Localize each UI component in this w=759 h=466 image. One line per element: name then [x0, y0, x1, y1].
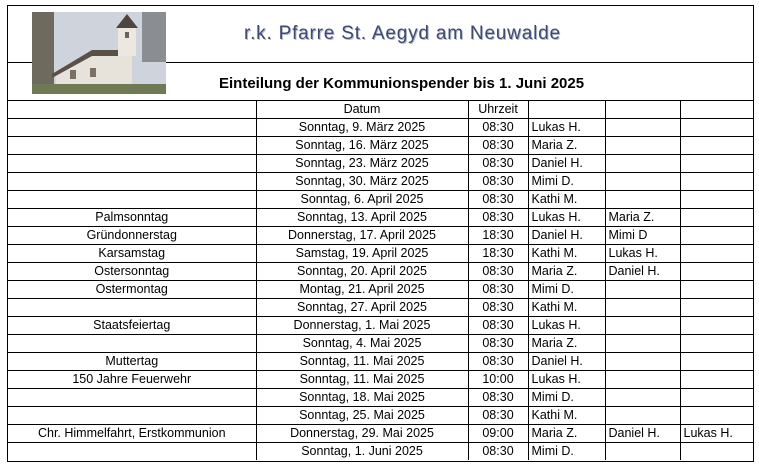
- table-row: [8, 155, 753, 173]
- table-row: [8, 335, 753, 353]
- helper-1-cell: Lukas H.: [528, 209, 605, 227]
- helper-1-cell: Mimi D.: [528, 173, 605, 191]
- helper-3-cell: [680, 281, 753, 299]
- helper-2-cell: [605, 299, 680, 317]
- table-row: [8, 191, 753, 209]
- time-cell: 08:30: [468, 209, 528, 227]
- helper-1-cell: Maria Z.: [528, 425, 605, 443]
- helper-2-cell: [605, 443, 680, 461]
- table-row: [8, 263, 753, 281]
- helper-3-cell: [680, 227, 753, 245]
- helper-1-cell: Mimi D.: [528, 281, 605, 299]
- helper-1-cell: Mimi D.: [528, 389, 605, 407]
- helper-3-cell: [680, 353, 753, 371]
- header-helper-3: [680, 101, 753, 119]
- time-cell: 08:30: [468, 281, 528, 299]
- time-cell: 08:30: [468, 173, 528, 191]
- date-cell: Donnerstag, 17. April 2025: [256, 227, 468, 245]
- table-row: [8, 227, 753, 245]
- helper-3-cell: [680, 263, 753, 281]
- helper-2-cell: Maria Z.: [605, 209, 680, 227]
- occasion-cell: Ostermontag: [8, 281, 256, 299]
- helper-3-cell: [680, 389, 753, 407]
- table-row: [8, 407, 753, 425]
- occasion-cell: Muttertag: [8, 353, 256, 371]
- date-cell: Sonntag, 16. März 2025: [256, 137, 468, 155]
- helper-3-cell: Lukas H.: [680, 425, 753, 443]
- time-cell: 08:30: [468, 407, 528, 425]
- helper-2-cell: [605, 353, 680, 371]
- header-helper-2: [605, 101, 680, 119]
- table-row: [8, 137, 753, 155]
- occasion-cell: Ostersonntag: [8, 263, 256, 281]
- occasion-cell: Karsamstag: [8, 245, 256, 263]
- helper-2-cell: [605, 137, 680, 155]
- helper-3-cell: [680, 155, 753, 173]
- time-cell: 18:30: [468, 227, 528, 245]
- helper-2-cell: [605, 389, 680, 407]
- time-cell: 09:00: [468, 425, 528, 443]
- header-datum: Datum: [256, 101, 468, 119]
- time-cell: 08:30: [468, 317, 528, 335]
- helper-2-cell: Daniel H.: [605, 425, 680, 443]
- header-occasion: [8, 101, 256, 119]
- time-cell: 18:30: [468, 245, 528, 263]
- time-cell: 08:30: [468, 335, 528, 353]
- helper-3-cell: [680, 407, 753, 425]
- helper-2-cell: [605, 317, 680, 335]
- occasion-cell: Palmsonntag: [8, 209, 256, 227]
- helper-1-cell: Kathi M.: [528, 245, 605, 263]
- occasion-cell: Chr. Himmelfahrt, Erstkommunion: [8, 425, 256, 443]
- time-cell: 10:00: [468, 371, 528, 389]
- time-cell: 08:30: [468, 389, 528, 407]
- table-row: [8, 299, 753, 317]
- date-cell: Sonntag, 27. April 2025: [256, 299, 468, 317]
- occasion-cell: [8, 335, 256, 353]
- table-row: [8, 119, 753, 137]
- occasion-cell: [8, 119, 256, 137]
- helper-3-cell: [680, 245, 753, 263]
- time-cell: 08:30: [468, 299, 528, 317]
- helper-1-cell: Lukas H.: [528, 317, 605, 335]
- helper-3-cell: [680, 119, 753, 137]
- helper-1-cell: Maria Z.: [528, 335, 605, 353]
- helper-1-cell: Kathi M.: [528, 191, 605, 209]
- time-cell: 08:30: [468, 443, 528, 461]
- table-row: [8, 371, 753, 389]
- occasion-cell: [8, 173, 256, 191]
- page-title: Einteilung der Kommunionspender bis 1. Juni 2025: [219, 75, 585, 92]
- time-cell: 08:30: [468, 263, 528, 281]
- table-header-row: [8, 101, 753, 119]
- banner: [8, 6, 753, 63]
- helper-1-cell: Daniel H.: [528, 353, 605, 371]
- table-row: [8, 245, 753, 263]
- table-row: [8, 425, 753, 443]
- helper-1-cell: Mimi D.: [528, 443, 605, 461]
- time-cell: 08:30: [468, 137, 528, 155]
- occasion-cell: Gründonnerstag: [8, 227, 256, 245]
- helper-3-cell: [680, 191, 753, 209]
- date-cell: Sonntag, 6. April 2025: [256, 191, 468, 209]
- occasion-cell: Staatsfeiertag: [8, 317, 256, 335]
- helper-1-cell: Maria Z.: [528, 137, 605, 155]
- date-cell: Sonntag, 30. März 2025: [256, 173, 468, 191]
- helper-2-cell: [605, 173, 680, 191]
- helper-1-cell: Lukas H.: [528, 371, 605, 389]
- helper-3-cell: [680, 173, 753, 191]
- date-cell: Donnerstag, 1. Mai 2025: [256, 317, 468, 335]
- helper-3-cell: [680, 299, 753, 317]
- helper-2-cell: [605, 191, 680, 209]
- occasion-cell: [8, 137, 256, 155]
- helper-2-cell: Daniel H.: [605, 263, 680, 281]
- table-row: [8, 209, 753, 227]
- helper-2-cell: [605, 371, 680, 389]
- table-row: [8, 317, 753, 335]
- helper-1-cell: Daniel H.: [528, 155, 605, 173]
- helper-2-cell: Mimi D: [605, 227, 680, 245]
- date-cell: Sonntag, 11. Mai 2025: [256, 371, 468, 389]
- table-row: [8, 353, 753, 371]
- date-cell: Sonntag, 20. April 2025: [256, 263, 468, 281]
- date-cell: Sonntag, 23. März 2025: [256, 155, 468, 173]
- occasion-cell: [8, 191, 256, 209]
- helper-3-cell: [680, 317, 753, 335]
- table-row: [8, 443, 753, 461]
- schedule-table: [8, 100, 753, 460]
- occasion-cell: [8, 443, 256, 461]
- time-cell: 08:30: [468, 191, 528, 209]
- date-cell: Sonntag, 1. Juni 2025: [256, 443, 468, 461]
- time-cell: 08:30: [468, 155, 528, 173]
- parish-name: r.k. Pfarre St. Aegyd am Neuwalde: [244, 23, 561, 44]
- date-cell: Sonntag, 18. Mai 2025: [256, 389, 468, 407]
- helper-1-cell: Maria Z.: [528, 263, 605, 281]
- table-row: [8, 281, 753, 299]
- helper-2-cell: [605, 407, 680, 425]
- date-cell: Sonntag, 25. Mai 2025: [256, 407, 468, 425]
- occasion-cell: [8, 407, 256, 425]
- header-uhrzeit: Uhrzeit: [468, 101, 528, 119]
- occasion-cell: [8, 389, 256, 407]
- time-cell: 08:30: [468, 119, 528, 137]
- helper-1-cell: Lukas H.: [528, 119, 605, 137]
- helper-2-cell: Lukas H.: [605, 245, 680, 263]
- occasion-cell: 150 Jahre Feuerwehr: [8, 371, 256, 389]
- schedule-sheet: [7, 5, 754, 462]
- helper-3-cell: [680, 371, 753, 389]
- date-cell: Sonntag, 11. Mai 2025: [256, 353, 468, 371]
- occasion-cell: [8, 155, 256, 173]
- date-cell: Montag, 21. April 2025: [256, 281, 468, 299]
- table-row: [8, 389, 753, 407]
- table-row: [8, 173, 753, 191]
- date-cell: Sonntag, 4. Mai 2025: [256, 335, 468, 353]
- header-helper-1: [528, 101, 605, 119]
- helper-2-cell: [605, 281, 680, 299]
- date-cell: Sonntag, 13. April 2025: [256, 209, 468, 227]
- helper-1-cell: Daniel H.: [528, 227, 605, 245]
- title-bar: [8, 63, 753, 101]
- helper-3-cell: [680, 335, 753, 353]
- helper-3-cell: [680, 209, 753, 227]
- helper-1-cell: Kathi M.: [528, 299, 605, 317]
- helper-2-cell: [605, 155, 680, 173]
- helper-2-cell: [605, 335, 680, 353]
- occasion-cell: [8, 299, 256, 317]
- helper-2-cell: [605, 119, 680, 137]
- helper-3-cell: [680, 443, 753, 461]
- date-cell: Donnerstag, 29. Mai 2025: [256, 425, 468, 443]
- time-cell: 08:30: [468, 353, 528, 371]
- date-cell: Samstag, 19. April 2025: [256, 245, 468, 263]
- date-cell: Sonntag, 9. März 2025: [256, 119, 468, 137]
- helper-1-cell: Kathi M.: [528, 407, 605, 425]
- helper-3-cell: [680, 137, 753, 155]
